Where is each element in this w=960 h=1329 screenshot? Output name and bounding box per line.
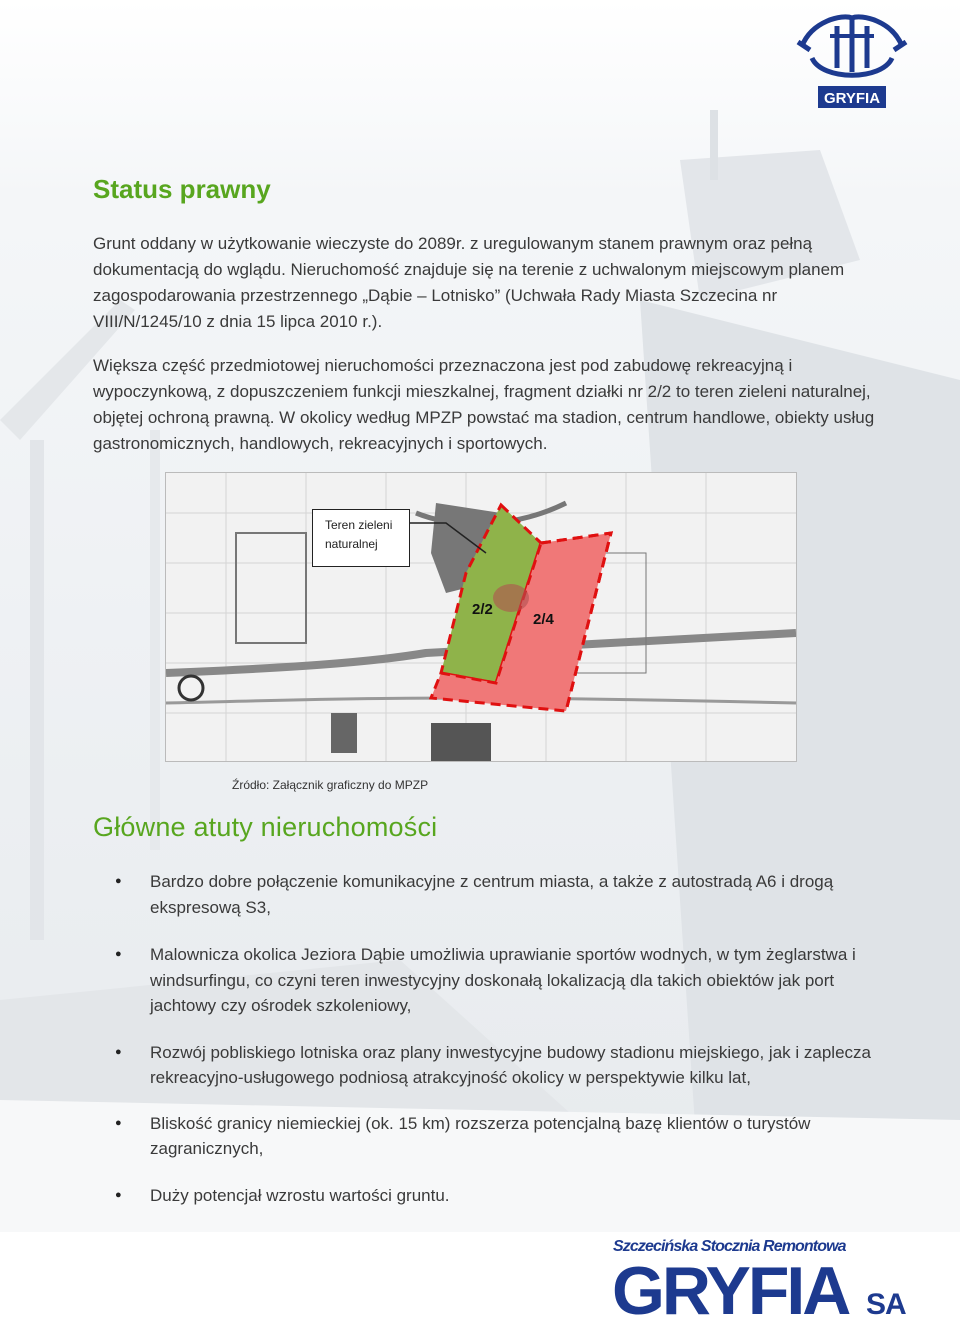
plot-label-2-4: 2/4	[533, 611, 554, 628]
emblem-text: GRYFIA	[823, 90, 881, 107]
map-callout-green-area	[312, 509, 410, 567]
footer-logo-gryfia: GRYFIA	[612, 1253, 849, 1329]
mpzp-map	[165, 472, 797, 762]
status-paragraph-1: Grunt oddany w użytkowanie wieczyste do 2089r. z uregulowanym stanem prawnym oraz pełną dokumentacją do wglądu. Nieruchomość znajduje się na terenie z uchwalonym miejscowym planem zagospodarowania przestrzennego „Dąbie – Lotnisko” (Uchwała Rady Miasta Szczecina nr VIII/N/1245/10 z dnia 15 lipca 2010 r.).	[93, 234, 845, 331]
callout-line-2: naturalnej	[325, 537, 378, 551]
footer-logo-sa: SA	[866, 1288, 906, 1321]
atuty-list	[115, 869, 895, 1208]
list-item: ● Rozwój pobliskiego lotniska oraz plany inwestycyjne budowy stadionu miejskiego, jak i zaplecza rekreacyjno-usługowego podniosą atrakcyjność okolicy w perspektywie kilku lat,	[115, 1040, 895, 1091]
plot-label-2-2: 2/2	[472, 601, 493, 618]
footer-company-subtitle: Szczecińska Stocznia Remontowa	[613, 1238, 846, 1255]
atuty-heading: Główne atuty nieruchomości	[93, 812, 438, 842]
callout-line-1: Teren zieleni	[325, 518, 393, 532]
status-heading: Status prawny	[93, 174, 271, 204]
list-item: ● Bardzo dobre połączenie komunikacyjne z centrum miasta, a także z autostradą A6 i drogą ekspresową S3,	[115, 869, 895, 920]
status-paragraph-2: Większa część przedmiotowej nieruchomości przeznaczona jest pod zabudowę rekreacyjną i wypoczynkową, z dopuszczeniem funkcji mieszkalnej, fragment działki nr 2/2 to teren zieleni naturalnej, objętej ochroną prawną. W okolicy według MPZP powstać ma stadion, centrum handlowe, obiekty usług gastronomicznych, handlowych, rekreacyjnych i sportowych.	[93, 356, 875, 453]
list-item: ● Bliskość granicy niemieckiej (ok. 15 km) rozszerza potencjalną bazę klientów o turystów zagranicznych,	[115, 1111, 895, 1162]
list-item: ● Malownicza okolica Jeziora Dąbie umożliwia uprawianie sportów wodnych, w tym żeglarstwa i windsurfingu, co czyni teren inwestycyjny doskonałą lokalizacją dla takich obiektów jak port jachtowy czy ośrodek szkoleniowy,	[115, 942, 895, 1019]
list-item: ● Duży potencjał wzrostu wartości gruntu.	[115, 1183, 895, 1209]
gryfia-emblem-logo	[792, 6, 912, 118]
map-caption: Źródło: Załącznik graficzny do MPZP	[232, 778, 429, 792]
